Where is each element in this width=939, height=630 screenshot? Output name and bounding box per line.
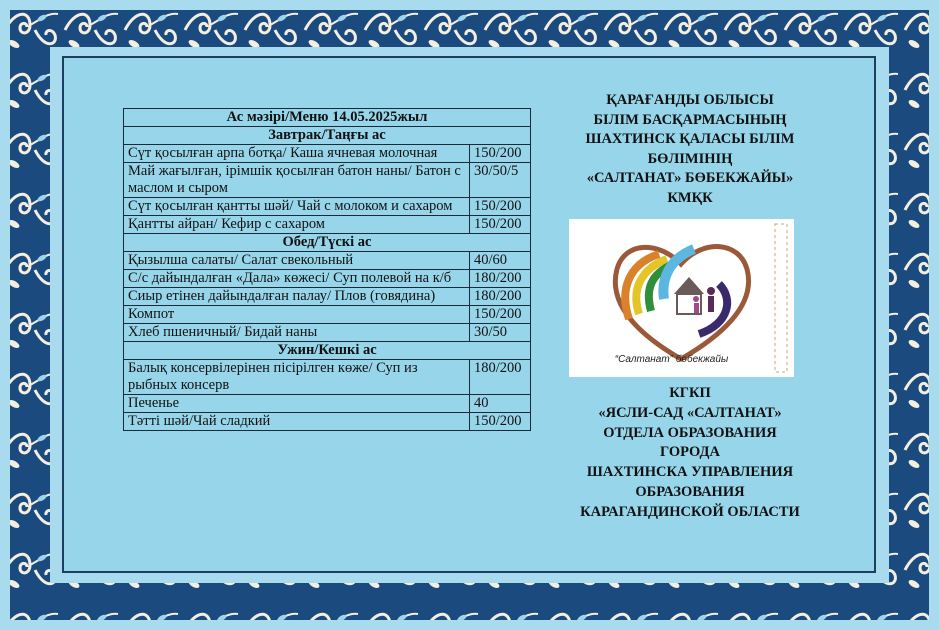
org-line: КАРАГАНДИНСКОЙ ОБЛАСТИ [580, 503, 800, 520]
dish-name: Тәтті шәй/Чай сладкий [124, 413, 470, 431]
dish-name: Компот [124, 306, 470, 324]
portion-size: 180/200 [470, 270, 531, 288]
section-header: Обед/Түскі ас [124, 234, 531, 252]
org-name-kazakh [560, 91, 820, 208]
dish-name: Қантты айран/ Кефир с сахаром [124, 216, 470, 234]
portion-size: 150/200 [470, 145, 531, 163]
table-row [124, 198, 531, 216]
table-row [124, 306, 531, 324]
dish-name: С/с дайындалған «Дала» көжесі/ Суп полевой на к/б [124, 270, 470, 288]
table-row [124, 395, 531, 413]
portion-size: 150/200 [470, 413, 531, 431]
org-line: ОТДЕЛА ОБРАЗОВАНИЯ [603, 424, 777, 441]
dish-name: Сүт қосылған арпа ботқа/ Каша ячневая молочная [124, 145, 470, 163]
section-header: Ужин/Кешкі ас [124, 342, 531, 360]
portion-size: 40/60 [470, 252, 531, 270]
dish-name: Балық консервілерінен пісірілген көже/ Суп из рыбных консерв [124, 360, 470, 395]
logo-caption: “Салтанат” бөбекжайы [614, 354, 729, 365]
dish-name: Хлеб пшеничный/ Бидай наны [124, 324, 470, 342]
org-line: ҚАРАҒАНДЫ ОБЛЫСЫ [606, 92, 774, 108]
portion-size: 150/200 [470, 306, 531, 324]
org-line: «САЛТАНАТ» БӨБЕКЖАЙЫ» [586, 170, 794, 186]
table-row [124, 288, 531, 306]
dish-name: Май жағылған, ірімшік қосылған батон наны/ Батон с маслом и сыром [124, 163, 470, 198]
table-row [124, 252, 531, 270]
org-line: ОБРАЗОВАНИЯ [635, 483, 745, 500]
org-line: ГОРОДА [660, 444, 720, 461]
org-line: КМҚК [667, 189, 713, 206]
org-line: «ЯСЛИ-САД «САЛТАНАТ» [598, 404, 782, 421]
table-row [124, 324, 531, 342]
org-line: КГКП [669, 385, 711, 401]
org-line: ШАХТИНСКА УПРАВЛЕНИЯ [586, 464, 794, 481]
table-row [124, 360, 531, 395]
portion-size: 30/50 [470, 324, 531, 342]
org-line: ШАХТИНСК ҚАЛАСЫ БІЛІМ [585, 131, 795, 147]
table-row [124, 163, 531, 198]
table-row [124, 270, 531, 288]
org-line: БӨЛІМІНІҢ [647, 150, 733, 167]
kindergarten-logo [569, 219, 794, 377]
portion-size: 180/200 [470, 288, 531, 306]
dish-name: Сиыр етінен дайындалған палау/ Плов (говядина) [124, 288, 470, 306]
org-line: БІЛІМ БАСҚАРМАСЫНЫҢ [593, 111, 787, 128]
portion-size: 30/50/5 [470, 163, 531, 198]
portion-size: 180/200 [470, 360, 531, 395]
table-row [124, 413, 531, 431]
menu-title: Ас мәзірі/Меню 14.05.2025жыл [124, 109, 531, 127]
table-row [124, 216, 531, 234]
portion-size: 40 [470, 395, 531, 413]
dish-name: Печенье [124, 395, 470, 413]
dish-name: Қызылша салаты/ Салат свекольный [124, 252, 470, 270]
section-header: Завтрак/Таңғы ас [124, 127, 531, 145]
dish-name: Сүт қосылған қантты шәй/ Чай с молоком и сахаром [124, 198, 470, 216]
menu-table [123, 108, 531, 431]
portion-size: 150/200 [470, 216, 531, 234]
table-row [124, 145, 531, 163]
org-name-russian [560, 384, 820, 523]
portion-size: 150/200 [470, 198, 531, 216]
